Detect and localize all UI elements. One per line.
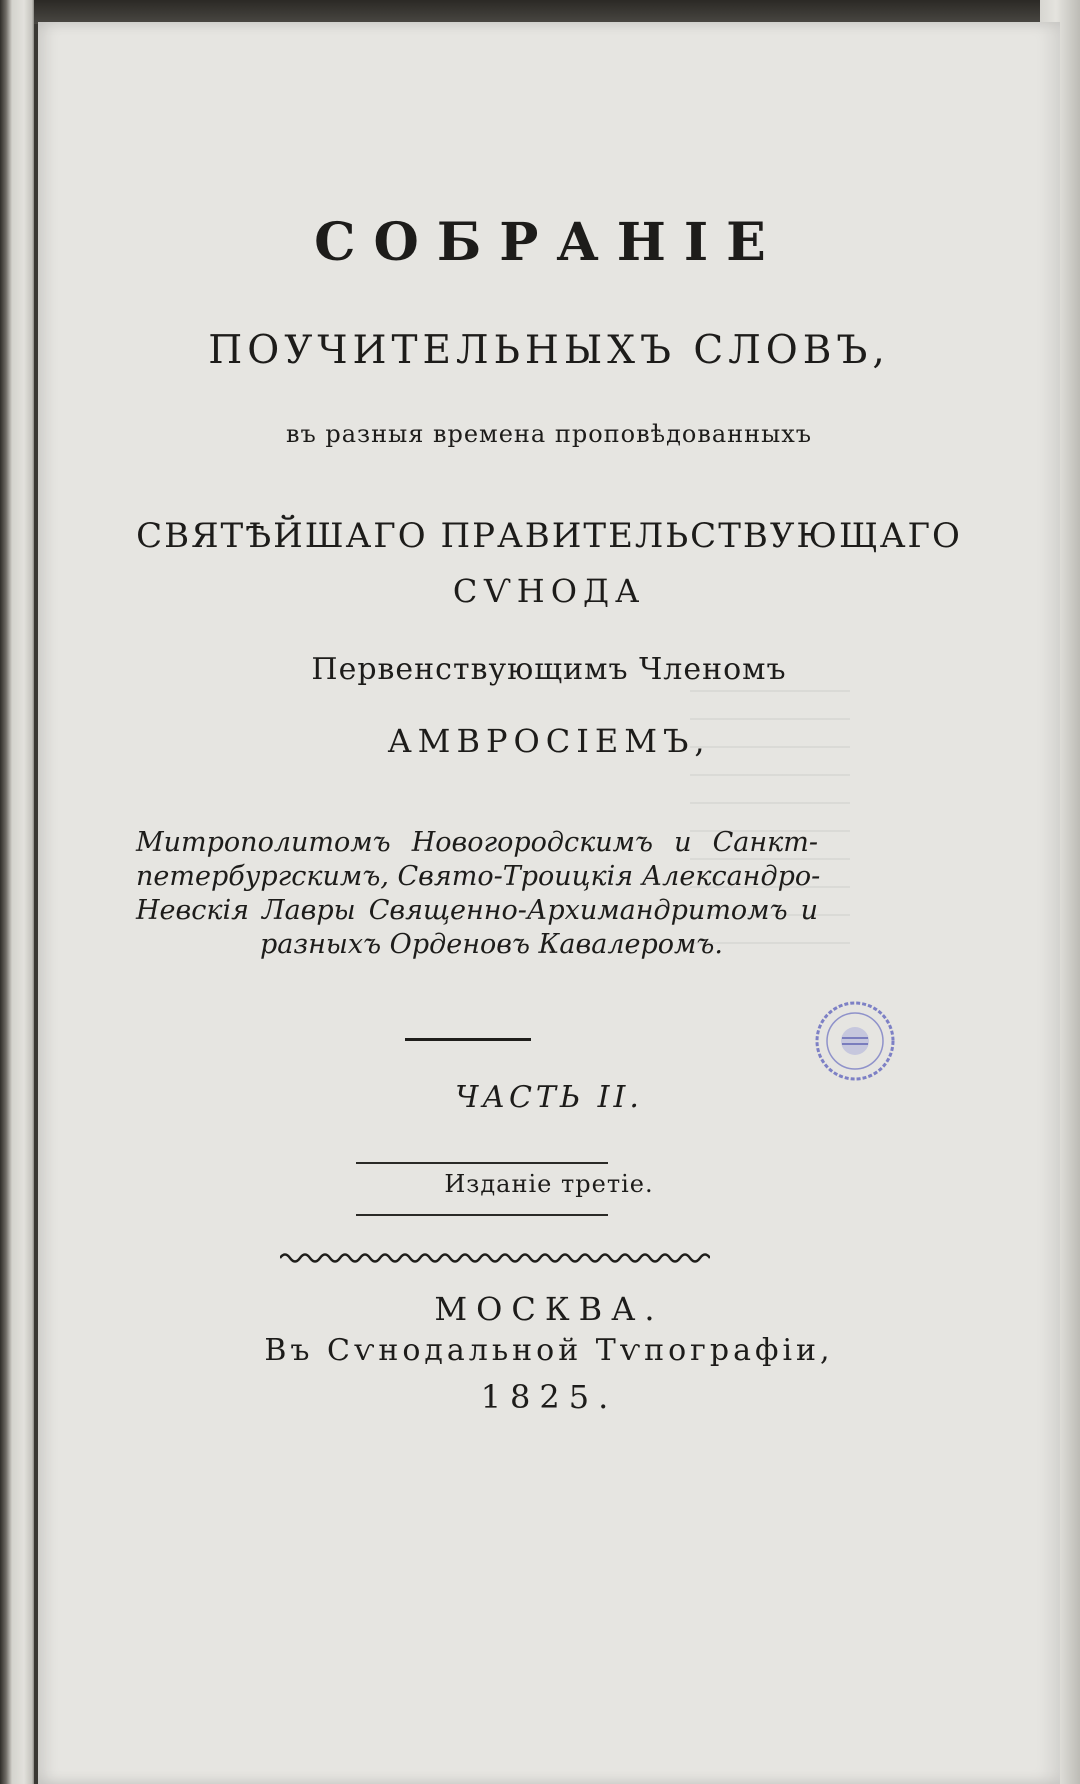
scan-top-edge (0, 0, 1080, 24)
line-synod-1: СВЯТѢЙШАГО ПРАВИТЕЛЬСТВУЮЩАГО (136, 516, 962, 556)
city: МОСКВА. (434, 1290, 664, 1328)
edition-rule-bottom (356, 1214, 608, 1216)
part-number: ЧАСТЬ II. (455, 1080, 643, 1115)
divider-rule (405, 1038, 531, 1041)
wavy-ornament-rule (280, 1250, 710, 1266)
printer: Въ Сѵнодальной Тѵпографіи, (264, 1333, 834, 1368)
author-titles-line: петербургскимъ, Свято-Троицкія Александро- (136, 861, 821, 892)
author-titles-line: Митрополитомъ Новогородскимъ и Санкт- (136, 827, 818, 858)
author-titles-line: Невскія Лавры Священно-Архимандритомъ и (136, 895, 818, 926)
author-titles (136, 826, 821, 962)
line-synod-2: СѴНОДА (452, 572, 646, 610)
book-spine-edge (0, 0, 34, 1784)
author-titles-line: разныхъ Орденовъ Кавалеромъ. (260, 929, 724, 960)
author-name: АМВРОСІЕМЪ, (387, 722, 711, 760)
line-member: Первенствующимъ Членомъ (311, 652, 787, 687)
library-stamp (812, 998, 898, 1084)
main-title: СОБРАНІЕ (314, 212, 784, 273)
line-times: въ разныя времена проповѣдованныхъ (285, 420, 813, 448)
edition: Изданіе третіе. (444, 1170, 654, 1198)
subtitle: ПОУЧИТЕЛЬНЫХЪ СЛОВЪ, (208, 328, 890, 373)
edition-rule-top (356, 1162, 608, 1164)
year: 1825. (480, 1378, 618, 1416)
